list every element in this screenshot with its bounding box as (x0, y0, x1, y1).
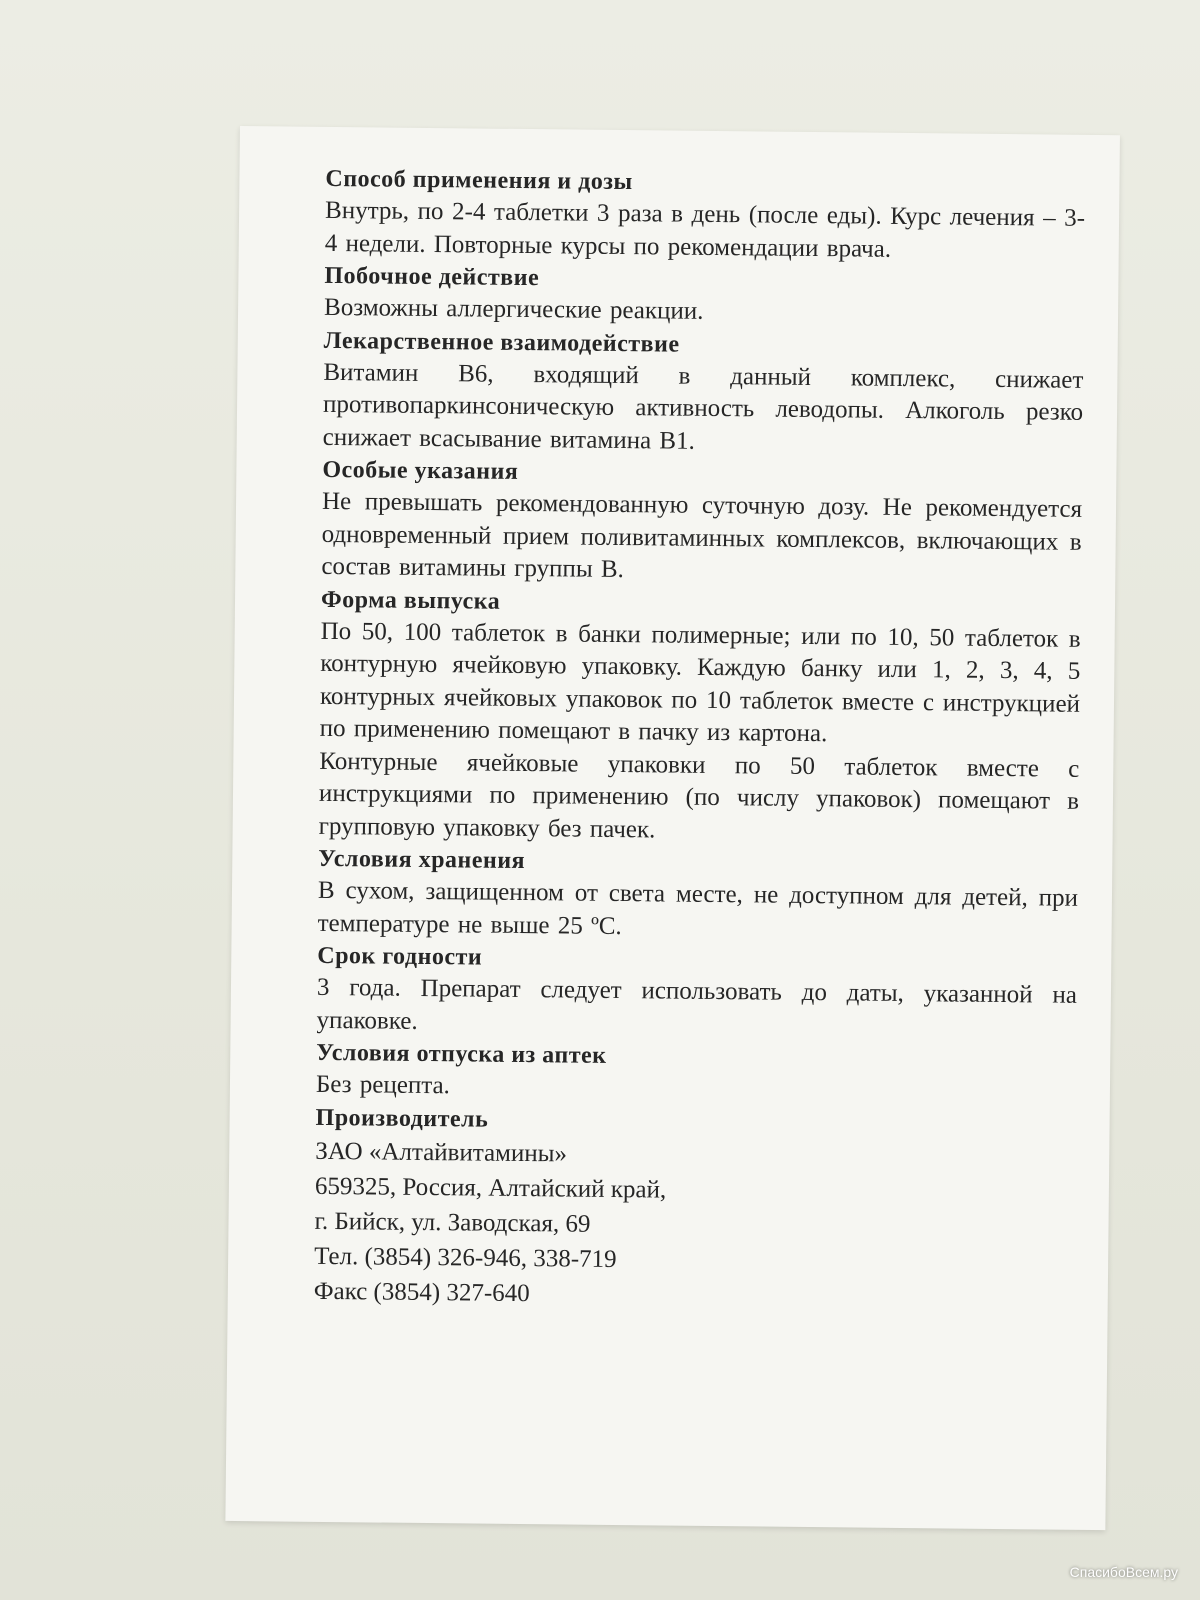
section-heading: Особые указания (322, 456, 519, 485)
section-interactions (323, 324, 1084, 461)
section-heading: Производитель (315, 1104, 489, 1133)
section-heading: Условия хранения (318, 845, 526, 875)
section-special-notes (321, 454, 1082, 591)
section-text: По 50, 100 таблеток в банки полимерные; или по 10, 50 таблеток в контурную ячейковую упаковку. Каждую банку или 1, 2, 3, 4, 5 контурных ячейковых упаковок по 10 таблеток вместе с инструкцией по применению помещают в пачку из картона. (319, 617, 1081, 748)
manufacturer-fax: Факс (3854) 327-640 (313, 1277, 530, 1307)
manufacturer-address: г. Бийск, ул. Заводская, 69 (314, 1207, 591, 1238)
leaflet-content (314, 163, 1086, 1316)
section-heading: Срок годности (317, 942, 483, 971)
section-shelf-life (316, 940, 1077, 1045)
section-text: Без рецепта. (315, 1070, 451, 1100)
manufacturer-name: ЗАО «Алтайвитамины» (315, 1137, 568, 1167)
section-dispensing (316, 1037, 1077, 1109)
section-storage (317, 843, 1078, 948)
section-side-effects (324, 260, 1085, 332)
section-text: Внутрь, по 2-4 таблетки 3 раза в день (после еды). Курс лечения – 3-4 недели. Повторные курсы по рекомендации врача. (324, 196, 1086, 263)
site-watermark: СпасибоВсем.ру (1069, 1564, 1178, 1580)
section-heading: Форма выпуска (320, 586, 501, 615)
manufacturer-address: 659325, Россия, Алтайский край, (314, 1172, 667, 1204)
section-dosage (325, 163, 1086, 268)
instruction-leaflet (225, 126, 1120, 1530)
section-heading: Побочное действие (324, 262, 540, 292)
section-heading: Способ применения и дозы (325, 165, 633, 196)
section-text: 3 года. Препарат следует использовать до даты, указанной на упаковке. (316, 973, 1078, 1035)
section-text: Витамин В6, входящий в данный комплекс, снижает противопаркинсоническую активность леводопы. Алкоголь резко снижает всасывание витамина В1. (322, 358, 1084, 455)
section-heading: Условия отпуска из аптек (316, 1039, 607, 1069)
section-text: Возможны аллергические реакции. (323, 293, 704, 325)
section-release-form (318, 583, 1081, 850)
section-text: В сухом, защищенном от света месте, не доступном для детей, при температуре не выше 25 ºС. (317, 876, 1079, 940)
section-manufacturer (314, 1101, 1076, 1316)
manufacturer-phone: Тел. (3854) 326-946, 338-719 (314, 1242, 617, 1273)
section-text: Не превышать рекомендованную суточную дозу. Не рекомендуется одновременный прием поливитаминных комплексов, включающих в состав витамины группы В. (321, 487, 1083, 584)
section-text: Контурные ячейковые упаковки по 50 таблеток вместе с инструкциями по применению (по числу упаковок) помещают в групповую упаковку без пачек. (318, 747, 1080, 843)
section-heading: Лекарственное взаимодействие (323, 327, 680, 358)
